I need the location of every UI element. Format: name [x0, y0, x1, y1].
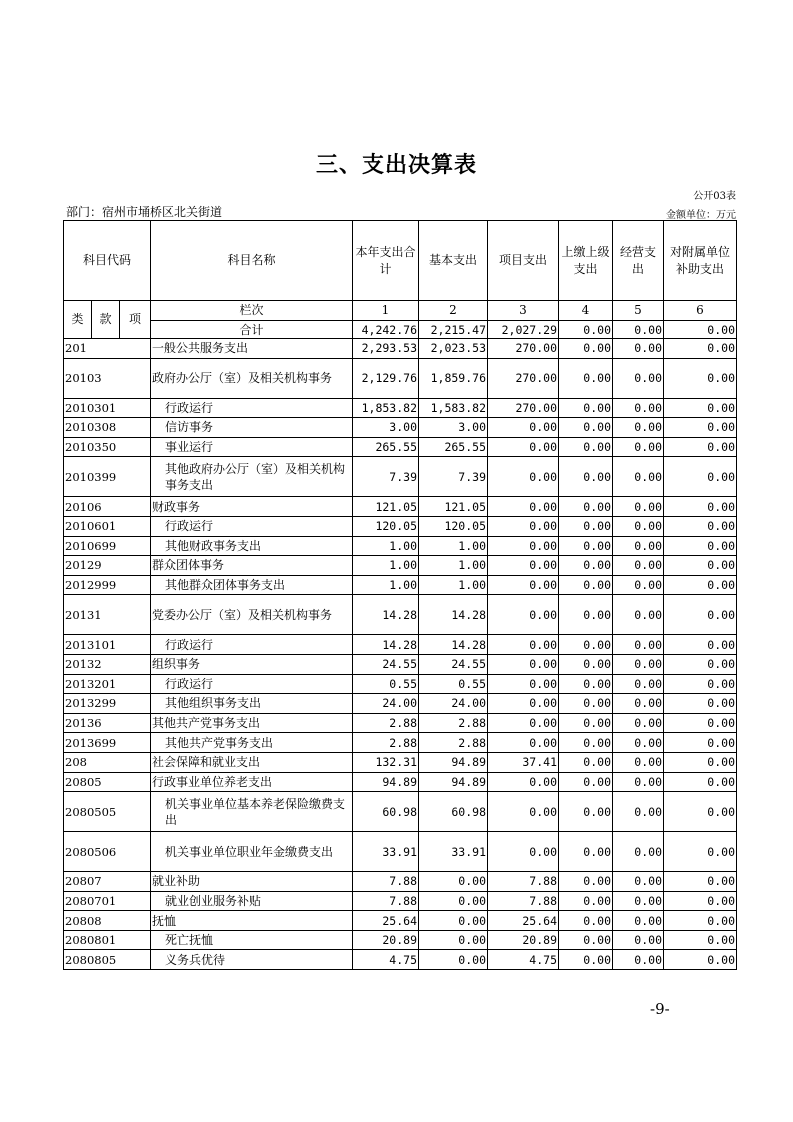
- row-value-c4: 0.00: [559, 772, 613, 792]
- row-value-c3: 0.00: [488, 516, 559, 536]
- row-value-c1: 4.75: [353, 950, 419, 970]
- row-value-c3: 0.00: [488, 575, 559, 595]
- header-lei: 类: [64, 301, 92, 339]
- table-row: [64, 418, 737, 438]
- row-value-c1: 2,129.76: [353, 358, 419, 398]
- row-name: 其他政府办公厅（室）及相关机构事务支出: [151, 457, 353, 497]
- table-row: [64, 832, 737, 872]
- total-row: [64, 321, 737, 339]
- row-value-c1: 0.55: [353, 674, 419, 694]
- row-name: 行政运行: [151, 674, 353, 694]
- row-value-c6: 0.00: [664, 358, 737, 398]
- row-value-c1: 1.00: [353, 575, 419, 595]
- header-c2: 基本支出: [419, 221, 488, 301]
- row-value-c4: 0.00: [559, 950, 613, 970]
- row-value-c6: 0.00: [664, 832, 737, 872]
- row-value-c6: 0.00: [664, 930, 737, 950]
- row-value-c4: 0.00: [559, 891, 613, 911]
- table-row: [64, 398, 737, 418]
- department-label: 部门：宿州市埇桥区北关街道: [66, 205, 223, 219]
- row-value-c1: 132.31: [353, 752, 419, 772]
- row-code: 20807: [64, 872, 151, 892]
- row-value-c3: 0.00: [488, 674, 559, 694]
- table-row: [64, 694, 737, 714]
- row-value-c1: 120.05: [353, 516, 419, 536]
- row-value-c1: 25.64: [353, 911, 419, 931]
- row-name: 就业创业服务补贴: [151, 891, 353, 911]
- row-value-c2: 1.00: [419, 536, 488, 556]
- row-value-c1: 1.00: [353, 536, 419, 556]
- row-value-c5: 0.00: [613, 930, 664, 950]
- row-value-c4: 0.00: [559, 694, 613, 714]
- header-c6: 对附属单位补助支出: [664, 221, 737, 301]
- header-xiang: 项: [120, 301, 151, 339]
- row-code: 20129: [64, 556, 151, 576]
- page-number: -9-: [650, 1000, 670, 1018]
- row-code: 2013101: [64, 635, 151, 655]
- row-value-c5: 0.00: [613, 694, 664, 714]
- row-value-c2: 0.00: [419, 950, 488, 970]
- row-value-c2: 14.28: [419, 635, 488, 655]
- table-row: [64, 654, 737, 674]
- expenditure-table: [63, 220, 737, 970]
- row-value-c6: 0.00: [664, 339, 737, 359]
- row-value-c4: 0.00: [559, 654, 613, 674]
- row-code: 2080701: [64, 891, 151, 911]
- header-kuan: 款: [92, 301, 120, 339]
- header-row: [64, 221, 737, 301]
- row-value-c3: 0.00: [488, 437, 559, 457]
- header-c5: 经营支出: [613, 221, 664, 301]
- table-row: [64, 358, 737, 398]
- row-value-c4: 0.00: [559, 872, 613, 892]
- row-value-c5: 0.00: [613, 536, 664, 556]
- row-value-c6: 0.00: [664, 891, 737, 911]
- row-value-c3: 7.88: [488, 872, 559, 892]
- row-name: 抚恤: [151, 911, 353, 931]
- table-row: [64, 772, 737, 792]
- header-c3: 项目支出: [488, 221, 559, 301]
- row-code: 20131: [64, 595, 151, 635]
- total-c4: 0.00: [559, 321, 613, 339]
- col-no-3: 3: [488, 301, 559, 321]
- row-value-c6: 0.00: [664, 516, 737, 536]
- total-c6: 0.00: [664, 321, 737, 339]
- row-value-c1: 2.88: [353, 713, 419, 733]
- row-value-c4: 0.00: [559, 418, 613, 438]
- row-value-c6: 0.00: [664, 575, 737, 595]
- row-code: 2010350: [64, 437, 151, 457]
- row-value-c6: 0.00: [664, 556, 737, 576]
- row-value-c3: 0.00: [488, 635, 559, 655]
- row-value-c3: 270.00: [488, 339, 559, 359]
- col-no-4: 4: [559, 301, 613, 321]
- row-value-c5: 0.00: [613, 418, 664, 438]
- col-no-6: 6: [664, 301, 737, 321]
- table-row: [64, 733, 737, 753]
- row-value-c5: 0.00: [613, 950, 664, 970]
- table-row: [64, 891, 737, 911]
- row-value-c1: 265.55: [353, 437, 419, 457]
- row-code: 20132: [64, 654, 151, 674]
- row-code: 2080805: [64, 950, 151, 970]
- row-value-c2: 2,023.53: [419, 339, 488, 359]
- header-name: 科目名称: [151, 221, 353, 301]
- row-value-c6: 0.00: [664, 595, 737, 635]
- row-value-c5: 0.00: [613, 911, 664, 931]
- row-value-c1: 20.89: [353, 930, 419, 950]
- row-value-c2: 0.00: [419, 911, 488, 931]
- row-name: 信访事务: [151, 418, 353, 438]
- total-c5: 0.00: [613, 321, 664, 339]
- total-c2: 2,215.47: [419, 321, 488, 339]
- row-code: 2080506: [64, 832, 151, 872]
- row-value-c5: 0.00: [613, 516, 664, 536]
- row-value-c4: 0.00: [559, 575, 613, 595]
- total-label: 合计: [151, 321, 353, 339]
- row-name: 就业补助: [151, 872, 353, 892]
- row-name: 其他共产党事务支出: [151, 713, 353, 733]
- row-value-c2: 0.00: [419, 872, 488, 892]
- header-lanci: 栏次: [151, 301, 353, 321]
- row-value-c3: 0.00: [488, 832, 559, 872]
- row-value-c4: 0.00: [559, 733, 613, 753]
- row-value-c4: 0.00: [559, 635, 613, 655]
- row-value-c6: 0.00: [664, 635, 737, 655]
- row-value-c5: 0.00: [613, 792, 664, 832]
- table-row: [64, 556, 737, 576]
- row-code: 20103: [64, 358, 151, 398]
- row-name: 义务兵优待: [151, 950, 353, 970]
- row-value-c5: 0.00: [613, 358, 664, 398]
- row-value-c6: 0.00: [664, 911, 737, 931]
- row-value-c4: 0.00: [559, 556, 613, 576]
- row-value-c1: 24.00: [353, 694, 419, 714]
- row-value-c2: 2.88: [419, 733, 488, 753]
- row-value-c3: 25.64: [488, 911, 559, 931]
- row-value-c4: 0.00: [559, 911, 613, 931]
- row-value-c5: 0.00: [613, 556, 664, 576]
- row-value-c5: 0.00: [613, 339, 664, 359]
- row-value-c1: 7.88: [353, 891, 419, 911]
- row-value-c2: 1,583.82: [419, 398, 488, 418]
- row-value-c4: 0.00: [559, 339, 613, 359]
- row-name: 其他共产党事务支出: [151, 733, 353, 753]
- row-value-c3: 0.00: [488, 536, 559, 556]
- row-value-c3: 0.00: [488, 654, 559, 674]
- row-code: 2010308: [64, 418, 151, 438]
- row-value-c2: 3.00: [419, 418, 488, 438]
- table-row: [64, 536, 737, 556]
- table-row: [64, 674, 737, 694]
- row-value-c6: 0.00: [664, 872, 737, 892]
- row-value-c4: 0.00: [559, 398, 613, 418]
- row-code: 2013699: [64, 733, 151, 753]
- row-value-c4: 0.00: [559, 713, 613, 733]
- row-value-c3: 0.00: [488, 772, 559, 792]
- row-code: 2010301: [64, 398, 151, 418]
- row-value-c2: 14.28: [419, 595, 488, 635]
- row-value-c2: 0.55: [419, 674, 488, 694]
- table-row: [64, 635, 737, 655]
- row-value-c6: 0.00: [664, 398, 737, 418]
- row-name: 行政运行: [151, 635, 353, 655]
- row-value-c3: 0.00: [488, 733, 559, 753]
- row-value-c5: 0.00: [613, 772, 664, 792]
- row-value-c3: 7.88: [488, 891, 559, 911]
- row-name: 社会保障和就业支出: [151, 752, 353, 772]
- row-value-c5: 0.00: [613, 891, 664, 911]
- row-name: 党委办公厅（室）及相关机构事务: [151, 595, 353, 635]
- row-value-c4: 0.00: [559, 792, 613, 832]
- row-value-c3: 0.00: [488, 457, 559, 497]
- row-value-c6: 0.00: [664, 792, 737, 832]
- row-value-c1: 2.88: [353, 733, 419, 753]
- row-value-c2: 0.00: [419, 891, 488, 911]
- row-value-c4: 0.00: [559, 674, 613, 694]
- column-number-row: [64, 301, 737, 321]
- row-value-c5: 0.00: [613, 437, 664, 457]
- row-value-c2: 60.98: [419, 792, 488, 832]
- row-name: 其他财政事务支出: [151, 536, 353, 556]
- row-value-c5: 0.00: [613, 457, 664, 497]
- row-value-c5: 0.00: [613, 398, 664, 418]
- table-row: [64, 339, 737, 359]
- row-value-c4: 0.00: [559, 437, 613, 457]
- total-c1: 4,242.76: [353, 321, 419, 339]
- col-no-1: 1: [353, 301, 419, 321]
- row-name: 一般公共服务支出: [151, 339, 353, 359]
- row-value-c1: 1.00: [353, 556, 419, 576]
- row-code: 2012999: [64, 575, 151, 595]
- row-value-c2: 7.39: [419, 457, 488, 497]
- row-value-c4: 0.00: [559, 497, 613, 517]
- row-value-c4: 0.00: [559, 832, 613, 872]
- table-row: [64, 437, 737, 457]
- row-value-c1: 14.28: [353, 595, 419, 635]
- row-value-c2: 24.00: [419, 694, 488, 714]
- row-name: 组织事务: [151, 654, 353, 674]
- table-row: [64, 713, 737, 733]
- row-value-c5: 0.00: [613, 575, 664, 595]
- header-code: 科目代码: [64, 221, 151, 301]
- row-value-c3: 4.75: [488, 950, 559, 970]
- row-value-c4: 0.00: [559, 516, 613, 536]
- row-value-c5: 0.00: [613, 654, 664, 674]
- page-title: 三、支出决算表: [315, 152, 477, 178]
- row-value-c2: 0.00: [419, 930, 488, 950]
- table-row: [64, 792, 737, 832]
- row-value-c4: 0.00: [559, 358, 613, 398]
- row-value-c6: 0.00: [664, 497, 737, 517]
- row-value-c3: 0.00: [488, 595, 559, 635]
- row-name: 行政运行: [151, 398, 353, 418]
- row-value-c1: 2,293.53: [353, 339, 419, 359]
- table-row: [64, 457, 737, 497]
- row-value-c3: 0.00: [488, 556, 559, 576]
- table-row: [64, 497, 737, 517]
- row-code: 2010699: [64, 536, 151, 556]
- row-code: 2013201: [64, 674, 151, 694]
- col-no-2: 2: [419, 301, 488, 321]
- row-name: 群众团体事务: [151, 556, 353, 576]
- row-value-c3: 270.00: [488, 398, 559, 418]
- row-value-c3: 270.00: [488, 358, 559, 398]
- row-value-c5: 0.00: [613, 674, 664, 694]
- row-name: 机关事业单位基本养老保险缴费支出: [151, 792, 353, 832]
- col-no-5: 5: [613, 301, 664, 321]
- row-value-c1: 94.89: [353, 772, 419, 792]
- row-value-c6: 0.00: [664, 694, 737, 714]
- row-value-c6: 0.00: [664, 772, 737, 792]
- row-code: 208: [64, 752, 151, 772]
- row-value-c3: 0.00: [488, 694, 559, 714]
- row-code: 20136: [64, 713, 151, 733]
- row-value-c2: 1.00: [419, 556, 488, 576]
- row-name: 机关事业单位职业年金缴费支出: [151, 832, 353, 872]
- row-value-c1: 1,853.82: [353, 398, 419, 418]
- total-c3: 2,027.29: [488, 321, 559, 339]
- row-value-c6: 0.00: [664, 733, 737, 753]
- row-code: 2080505: [64, 792, 151, 832]
- row-code: 2010399: [64, 457, 151, 497]
- row-value-c4: 0.00: [559, 752, 613, 772]
- row-value-c4: 0.00: [559, 536, 613, 556]
- row-code: 20106: [64, 497, 151, 517]
- row-value-c4: 0.00: [559, 457, 613, 497]
- row-value-c5: 0.00: [613, 752, 664, 772]
- row-value-c2: 94.89: [419, 752, 488, 772]
- row-value-c1: 60.98: [353, 792, 419, 832]
- row-code: 20805: [64, 772, 151, 792]
- row-value-c4: 0.00: [559, 595, 613, 635]
- row-value-c2: 24.55: [419, 654, 488, 674]
- row-value-c3: 0.00: [488, 497, 559, 517]
- unit-label: 金额单位：万元: [666, 210, 736, 221]
- table-row: [64, 595, 737, 635]
- row-value-c6: 0.00: [664, 950, 737, 970]
- row-name: 政府办公厅（室）及相关机构事务: [151, 358, 353, 398]
- row-value-c3: 37.41: [488, 752, 559, 772]
- row-value-c2: 1.00: [419, 575, 488, 595]
- row-value-c6: 0.00: [664, 674, 737, 694]
- row-name: 事业运行: [151, 437, 353, 457]
- row-value-c2: 121.05: [419, 497, 488, 517]
- row-value-c3: 0.00: [488, 713, 559, 733]
- row-value-c1: 121.05: [353, 497, 419, 517]
- row-value-c6: 0.00: [664, 536, 737, 556]
- row-value-c1: 7.88: [353, 872, 419, 892]
- row-name: 死亡抚恤: [151, 930, 353, 950]
- table-row: [64, 950, 737, 970]
- row-value-c6: 0.00: [664, 437, 737, 457]
- row-value-c2: 2.88: [419, 713, 488, 733]
- row-value-c2: 94.89: [419, 772, 488, 792]
- form-number: 公开03表: [693, 191, 736, 202]
- row-value-c5: 0.00: [613, 872, 664, 892]
- row-value-c6: 0.00: [664, 457, 737, 497]
- row-value-c6: 0.00: [664, 654, 737, 674]
- row-name: 其他群众团体事务支出: [151, 575, 353, 595]
- table-row: [64, 911, 737, 931]
- header-c1: 本年支出合计: [353, 221, 419, 301]
- row-value-c3: 0.00: [488, 792, 559, 832]
- row-value-c5: 0.00: [613, 832, 664, 872]
- row-value-c2: 1,859.76: [419, 358, 488, 398]
- row-name: 财政事务: [151, 497, 353, 517]
- table-row: [64, 872, 737, 892]
- row-value-c6: 0.00: [664, 713, 737, 733]
- row-value-c2: 33.91: [419, 832, 488, 872]
- row-value-c1: 3.00: [353, 418, 419, 438]
- row-value-c3: 20.89: [488, 930, 559, 950]
- row-name: 行政事业单位养老支出: [151, 772, 353, 792]
- row-value-c6: 0.00: [664, 418, 737, 438]
- row-value-c1: 24.55: [353, 654, 419, 674]
- row-name: 行政运行: [151, 516, 353, 536]
- row-value-c5: 0.00: [613, 713, 664, 733]
- table-row: [64, 516, 737, 536]
- row-name: 其他组织事务支出: [151, 694, 353, 714]
- row-code: 20808: [64, 911, 151, 931]
- row-value-c2: 265.55: [419, 437, 488, 457]
- table-row: [64, 930, 737, 950]
- row-value-c5: 0.00: [613, 497, 664, 517]
- row-value-c3: 0.00: [488, 418, 559, 438]
- row-value-c1: 33.91: [353, 832, 419, 872]
- row-code: 2080801: [64, 930, 151, 950]
- row-value-c5: 0.00: [613, 595, 664, 635]
- row-value-c2: 120.05: [419, 516, 488, 536]
- header-c4: 上缴上级支出: [559, 221, 613, 301]
- row-code: 2013299: [64, 694, 151, 714]
- row-value-c4: 0.00: [559, 930, 613, 950]
- row-value-c1: 7.39: [353, 457, 419, 497]
- table-row: [64, 575, 737, 595]
- row-code: 2010601: [64, 516, 151, 536]
- row-value-c5: 0.00: [613, 733, 664, 753]
- row-value-c6: 0.00: [664, 752, 737, 772]
- row-value-c1: 14.28: [353, 635, 419, 655]
- table-row: [64, 752, 737, 772]
- row-value-c5: 0.00: [613, 635, 664, 655]
- row-code: 201: [64, 339, 151, 359]
